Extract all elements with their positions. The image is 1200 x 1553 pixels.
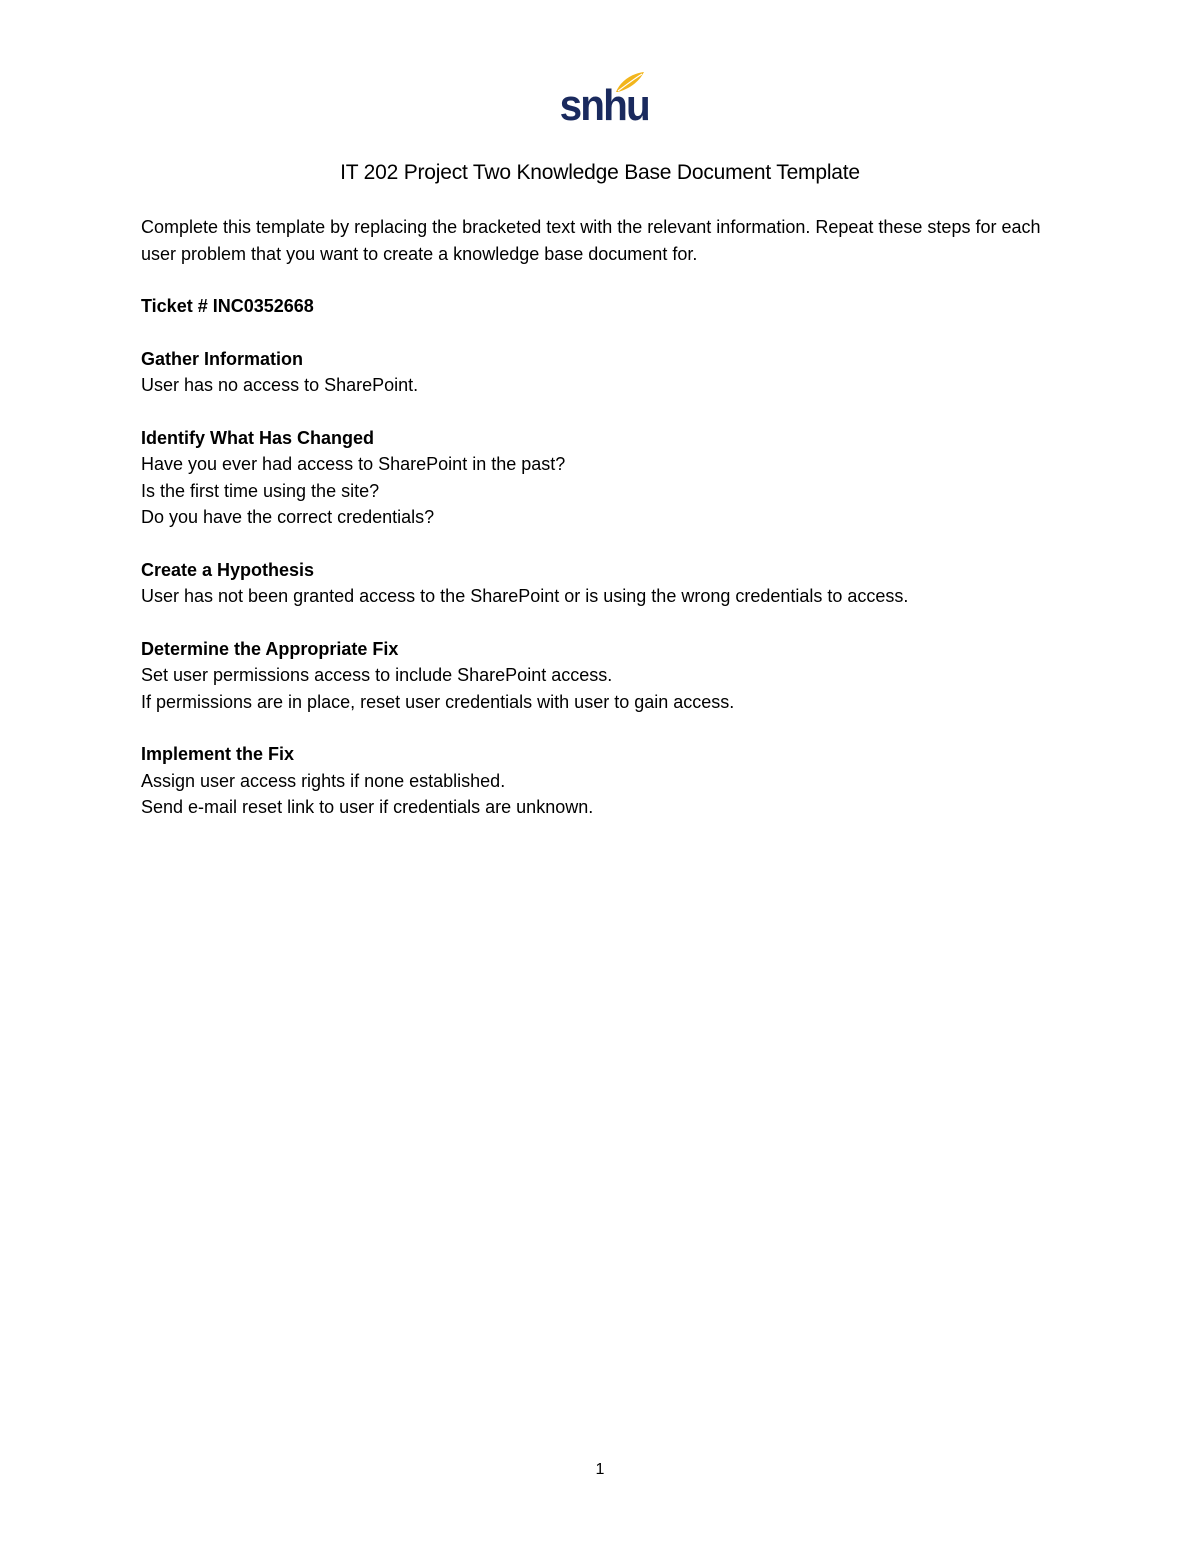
section-heading: Determine the Appropriate Fix: [141, 638, 399, 659]
intro-paragraph: Complete this template by replacing the bracketed text with the relevant information. Repeat these steps for each user problem that you want to create a knowledge base document for.: [141, 217, 1041, 264]
ticket-number: Ticket # INC0352668: [141, 296, 314, 316]
section-heading: Create a Hypothesis: [141, 559, 315, 580]
section-line: Set user permissions access to include SharePoint access.: [141, 665, 613, 685]
section-line: Do you have the correct credentials?: [141, 507, 435, 527]
section-heading: Implement the Fix: [141, 744, 295, 764]
section-line: Is the first time using the site?: [141, 480, 380, 501]
section-create-a-hypothesis: [141, 557, 1041, 610]
section-identify-what-has-changed: [141, 425, 1041, 531]
snhu-logo: [556, 70, 649, 134]
section-line: User has not been granted access to the SharePoint or is using the wrong credentials to access.: [141, 586, 909, 606]
section-determine-the-appropriate-fix: [141, 636, 1041, 716]
section-implement-the-fix: [141, 741, 1041, 821]
section-gather-information: [141, 346, 1041, 399]
section-heading: Identify What Has Changed: [141, 427, 375, 448]
section-line: If permissions are in place, reset user credentials with user to gain access.: [141, 691, 735, 712]
section-line: Have you ever had access to SharePoint in the past?: [141, 454, 566, 474]
section-heading: Gather Information: [141, 348, 304, 369]
section-line: User has no access to SharePoint.: [141, 375, 419, 395]
page-number: 1: [595, 1461, 605, 1478]
document-title: IT 202 Project Two Knowledge Base Document Template: [340, 161, 860, 184]
document-body: [141, 214, 1041, 847]
logo-wordmark: snhu: [559, 81, 649, 130]
section-line: Assign user access rights if none established.: [141, 770, 506, 791]
section-line: Send e-mail reset link to user if credentials are unknown.: [141, 797, 594, 817]
